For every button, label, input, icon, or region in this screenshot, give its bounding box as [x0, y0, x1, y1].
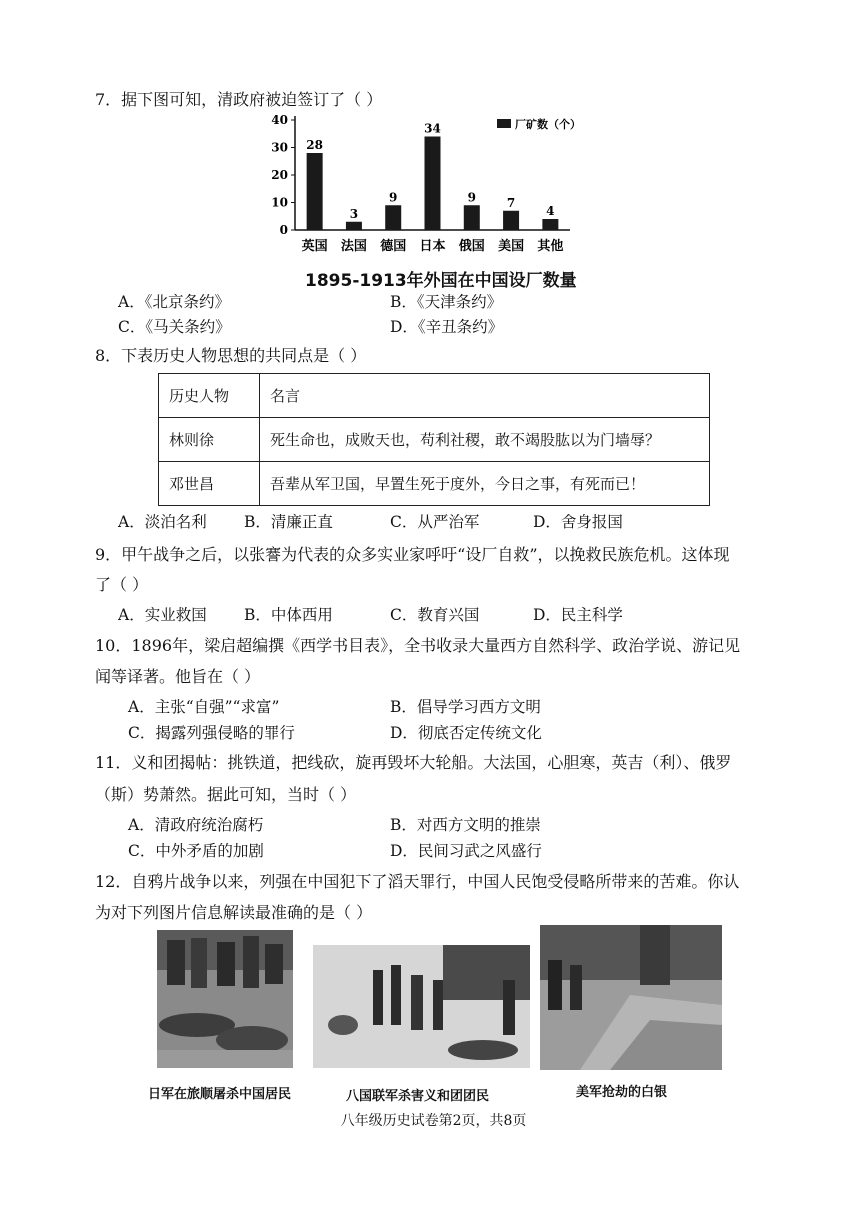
legend-label: 厂矿数（个）	[515, 118, 581, 131]
q11-option-a[interactable]: A．清政府统治腐朽	[128, 816, 264, 834]
table-header-person: 历史人物	[159, 374, 260, 418]
photo-caption-1: 日军在旅顺屠杀中国居民	[148, 1087, 292, 1102]
bar-value-label: 7	[506, 195, 516, 210]
bar-4	[425, 137, 441, 231]
q7-option-b[interactable]: B．《天津条约》	[390, 293, 503, 311]
bar-value-label: 34	[424, 121, 441, 136]
q7-option-d[interactable]: D．《辛丑条约》	[390, 318, 504, 336]
bar-value-label: 9	[467, 190, 476, 205]
bar-3	[385, 205, 401, 230]
q10-option-b[interactable]: B．倡导学习西方文明	[390, 698, 541, 716]
photo-looted-silver-image	[540, 925, 722, 1070]
x-category-label: 日本	[419, 239, 446, 254]
y-tick-label: 10	[271, 195, 288, 210]
q10-stem-line2: 闻等译著。他旨在（ ）	[95, 667, 261, 686]
bar-value-label: 3	[349, 206, 359, 221]
table-cell-person: 邓世昌	[159, 462, 260, 506]
bar-7	[542, 219, 558, 230]
q7-stem: 7．据下图可知，清政府被迫签订了（ ）	[95, 90, 383, 109]
page-footer: 八年级历史试卷第2页，共8页	[340, 1113, 527, 1129]
table-row	[159, 418, 710, 462]
bar-5	[464, 205, 480, 230]
q9-option-a[interactable]: A．实业救国	[118, 606, 207, 624]
q7-option-a[interactable]: A．《北京条约》	[118, 293, 230, 311]
bar-value-label: 9	[389, 190, 398, 205]
q8-option-b[interactable]: B．清廉正直	[244, 513, 333, 531]
bar-chart-svg	[265, 110, 605, 290]
table-row	[159, 462, 710, 506]
x-category-label: 其他	[537, 239, 564, 254]
bar-value-label: 28	[306, 138, 323, 152]
q11-option-c[interactable]: C．中外矛盾的加剧	[128, 842, 264, 860]
q9-stem-line1: 9．甲午战争之后，以张謇为代表的众多实业家呼吁“设厂自救”，以挽救民族危机。这体现	[95, 545, 730, 564]
bar-2	[346, 222, 362, 230]
bar-6	[503, 211, 519, 230]
q12-stem-line1: 12．自鸦片战争以来，列强在中国犯下了滔天罪行，中国人民饱受侵略所带来的苦难。你认	[95, 872, 740, 891]
bar-chart	[265, 110, 605, 290]
bar-1	[307, 153, 323, 230]
q11-stem-line1: 11．义和团揭帖：挑铁道，把线砍，旋再毁坏大轮船。大法国，心胆寒，英吉（利）、俄罗	[95, 753, 732, 772]
q10-option-a[interactable]: A．主张“自强”“求富”	[128, 698, 280, 716]
legend-swatch	[497, 119, 511, 128]
q8-stem: 8．下表历史人物思想的共同点是（ ）	[95, 346, 367, 365]
chart-title: 1895-1913年外国在中国设厂数量	[305, 271, 577, 291]
y-tick-label: 40	[271, 113, 288, 127]
photo-caption-2: 八国联军杀害义和团团民	[346, 1089, 490, 1104]
bar-value-label: 4	[546, 204, 555, 218]
photo-eight-nation-alliance-image	[313, 945, 530, 1068]
y-tick-label: 30	[271, 140, 288, 155]
table-header-row	[159, 374, 710, 418]
y-tick-label: 0	[279, 223, 288, 237]
quote-table	[158, 373, 710, 506]
q12-stem-line2: 为对下列图片信息解读最准确的是（ ）	[95, 903, 373, 922]
photo-lushun-massacre-image	[157, 930, 293, 1068]
x-category-label: 法国	[340, 239, 367, 254]
table-header-quote: 名言	[260, 374, 710, 418]
photo-lushun-massacre	[157, 930, 293, 1068]
q10-stem-line1: 10．1896年，梁启超编撰《西学书目表》，全书收录大量西方自然科学、政治学说、游记见	[95, 636, 741, 655]
q8-option-c[interactable]: C．从严治军	[390, 513, 480, 531]
x-category-label: 美国	[498, 239, 525, 254]
q11-option-b[interactable]: B．对西方文明的推崇	[390, 816, 541, 834]
q9-stem-line2: 了（ ）	[95, 575, 149, 594]
photo-caption-3: 美军抢劫的白银	[576, 1085, 668, 1100]
q9-option-c[interactable]: C．教育兴国	[390, 606, 480, 624]
q10-option-c[interactable]: C．揭露列强侵略的罪行	[128, 724, 295, 742]
q8-option-a[interactable]: A．淡泊名利	[118, 513, 207, 531]
x-category-label: 德国	[380, 239, 407, 254]
q9-option-b[interactable]: B．中体西用	[244, 606, 333, 624]
photo-eight-nation-alliance	[313, 945, 530, 1068]
table-cell-person: 林则徐	[159, 418, 260, 462]
table-cell-quote: 死生命也，成败天也，苟利社稷，敢不竭股肱以为门墙辱？	[260, 418, 710, 462]
x-category-label: 俄国	[458, 239, 485, 254]
q9-option-d[interactable]: D．民主科学	[533, 606, 623, 624]
q10-option-d[interactable]: D．彻底否定传统文化	[390, 724, 542, 742]
q7-option-c[interactable]: C．《马关条约》	[118, 318, 231, 336]
y-tick-label: 20	[271, 168, 288, 182]
q11-stem-line2: （斯）势萧然。据此可知，当时（ ）	[95, 785, 357, 804]
x-category-label: 英国	[301, 239, 328, 254]
q11-option-d[interactable]: D．民间习武之风盛行	[390, 842, 542, 860]
q8-option-d[interactable]: D．舍身报国	[533, 513, 623, 531]
photo-looted-silver	[540, 925, 722, 1070]
table-cell-quote: 吾辈从军卫国，早置生死于度外，今日之事，有死而已！	[260, 462, 710, 506]
